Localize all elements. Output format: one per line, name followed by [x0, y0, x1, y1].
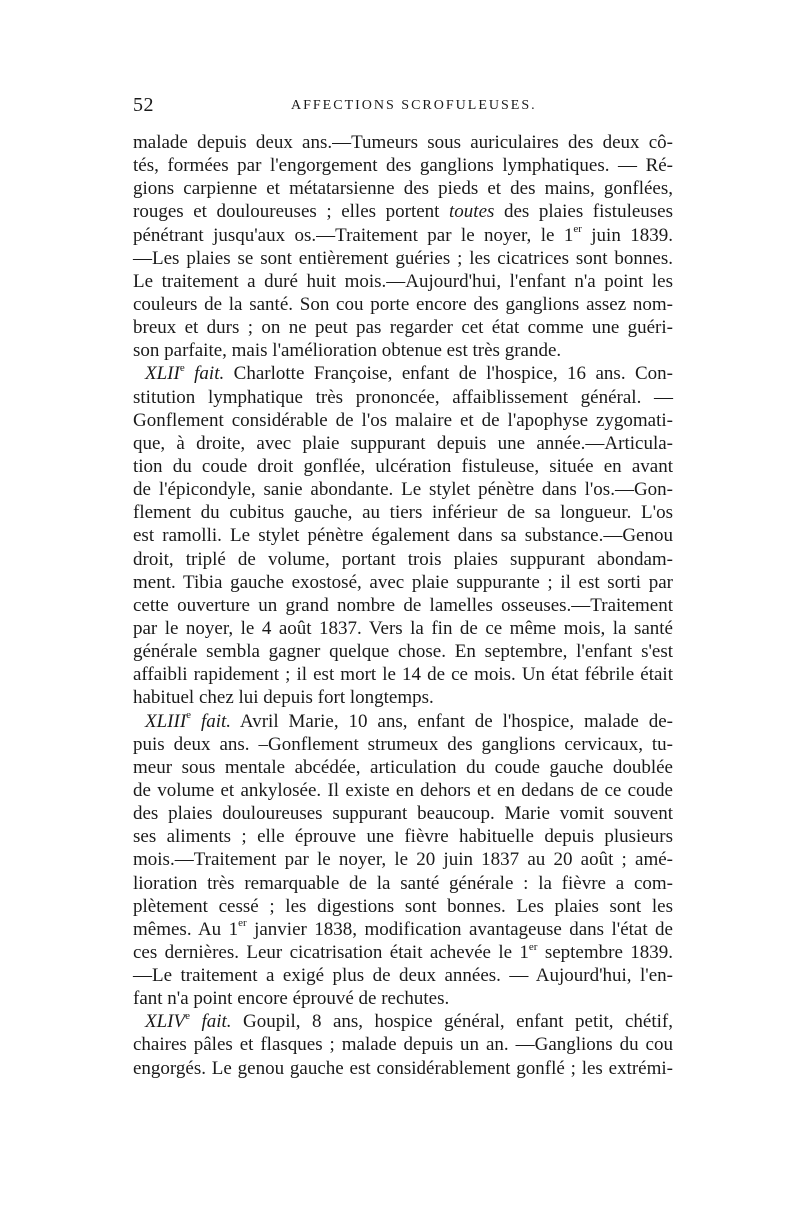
text-line [133, 1057, 673, 1080]
line-text: Charlotte Françoise, enfant de l'hospice, 16 ans. Con- [224, 363, 674, 385]
text-line [133, 987, 673, 1010]
line-text: engorgés. Le genou gauche est considérablement gonflé ; les extrémi- [133, 1057, 673, 1079]
line-text: cette ouverture un grand nombre de lamelles osseuses.—Traitement [133, 594, 673, 616]
observation-number: XLIII [145, 710, 187, 732]
emphasis-text: toutes [449, 201, 495, 223]
line-text: ces dernières. Leur cicatrisation était achevée le 1 [133, 941, 529, 963]
line-text: septembre 1839. [537, 941, 674, 963]
line-text: par le noyer, le 4 août 1837. Vers la fin de ce même mois, la santé [133, 617, 673, 639]
text-line [133, 177, 673, 200]
text-line [133, 293, 673, 316]
line-text: flement du cubitus gauche, au tiers inférieur de sa longueur. L'os [133, 502, 673, 524]
text-line [133, 455, 673, 478]
line-text: breux et durs ; on ne peut pas regarder cet état comme une guéri- [133, 317, 673, 339]
text-line [133, 339, 673, 362]
line-text: générale sembla gagner quelque chose. En septembre, l'enfant s'est [133, 641, 673, 663]
line-text: ses aliments ; elle éprouve une fièvre habituelle depuis plusieurs [133, 826, 673, 848]
text-line [133, 362, 673, 385]
line-text: janvier 1838, modification avantageuse dans l'état de [246, 918, 673, 940]
text-line [133, 825, 673, 848]
text-line [133, 200, 673, 223]
line-text: couleurs de la santé. Son cou porte encore des ganglions assez nom- [133, 293, 673, 315]
line-text: tés, formées par l'engorgement des ganglions lymphatiques. — Ré- [133, 155, 673, 177]
ordinal-suffix: e [179, 362, 185, 375]
line-text: chaires pâles et flasques ; malade depuis un an. —Ganglions du cou [133, 1034, 673, 1056]
text-line [133, 524, 673, 547]
line-text: droit, triplé de volume, portant trois plaies suppurant abondam- [133, 548, 673, 570]
line-text: fant n'a point encore éprouvé de rechutes. [133, 988, 450, 1010]
text-line [133, 848, 673, 871]
running-title: AFFECTIONS SCROFULEUSES. [291, 98, 537, 113]
text-line [133, 964, 673, 987]
observation-number: XLII [145, 363, 180, 385]
text-line [133, 571, 673, 594]
text-line [133, 733, 673, 756]
line-text: de l'épicondyle, sanie abondante. Le stylet pénètre dans l'os.—Gon- [133, 479, 673, 501]
page-header [133, 94, 673, 124]
text-line [133, 941, 673, 964]
text-line [133, 594, 673, 617]
text-line [133, 224, 673, 247]
text-line [133, 617, 673, 640]
line-text: puis deux ans. –Gonflement strumeux des ganglions cervicaux, tu- [133, 733, 673, 755]
text-line [133, 1010, 673, 1033]
text-line [133, 501, 673, 524]
line-text: juin 1839. [581, 224, 673, 246]
ordinal-suffix: er [528, 940, 538, 953]
line-text: lioration très remarquable de la santé générale : la fièvre a com- [133, 872, 673, 894]
ordinal-suffix: e [185, 1010, 190, 1023]
line-text: —Les plaies se sont entièrement guéries ; les cicatrices sont bonnes. [133, 247, 673, 269]
text-line [133, 409, 673, 432]
line-text: plètement cessé ; les digestions sont bonnes. Les plaies sont les [133, 895, 673, 917]
ordinal-suffix: er [573, 223, 582, 236]
line-text: des plaies douloureuses suppurant beaucoup. Marie vomit souvent [133, 803, 673, 825]
line-text: Goupil, 8 ans, hospice général, enfant petit, chétif, [231, 1011, 673, 1033]
ordinal-suffix: e [186, 709, 192, 722]
line-text: ment. Tibia gauche exostosé, avec plaie suppurante ; il est sorti par [133, 571, 673, 593]
ordinal-suffix: er [238, 917, 247, 930]
line-text: Avril Marie, 10 ans, enfant de l'hospice, malade de- [231, 710, 674, 732]
text-line [133, 779, 673, 802]
text-line [133, 802, 673, 825]
text-line [133, 663, 673, 686]
text-line [133, 710, 673, 733]
line-text: pénétrant jusqu'aux os.—Traitement par le noyer, le 1 [133, 224, 574, 246]
line-text: gions carpienne et métatarsienne des pieds et des mains, gonflées, [133, 178, 673, 200]
line-text: des plaies fistuleuses [494, 201, 673, 223]
line-text: Gonflement considérable de l'os malaire et de l'apophyse zygomati- [133, 409, 673, 431]
line-text: Le traitement a duré huit mois.—Aujourd'hui, l'enfant n'a point les [133, 270, 673, 292]
line-text: de volume et ankylosée. Il existe en dehors et en dedans de ce coude [133, 779, 673, 801]
text-line [133, 478, 673, 501]
text-line [133, 316, 673, 339]
line-text: est ramolli. Le stylet pénètre également dans sa substance.—Genou [133, 525, 673, 547]
text-line [133, 432, 673, 455]
text-line [133, 131, 673, 154]
text-line [133, 895, 673, 918]
line-text: mêmes. Au 1 [133, 918, 239, 940]
line-text: mois.—Traitement par le noyer, le 20 juin 1837 au 20 août ; amé- [133, 849, 673, 871]
line-text: affaibli rapidement ; il est mort le 14 de ce mois. Un état fébrile était [133, 664, 673, 686]
body-text [133, 131, 673, 1080]
text-line [133, 872, 673, 895]
text-line [133, 247, 673, 270]
observation-label: fait. [191, 710, 232, 732]
line-text: malade depuis deux ans.—Tumeurs sous auriculaires des deux cô- [133, 132, 673, 153]
line-text: rouges et douloureuses ; elles portent [133, 201, 440, 223]
text-line [133, 918, 673, 941]
text-line [133, 386, 673, 409]
observation-number: XLIV [145, 1011, 186, 1033]
observation-label: fait. [184, 363, 225, 385]
page-number: 52 [133, 94, 154, 116]
text-line [133, 756, 673, 779]
text-line [133, 548, 673, 571]
text-line [133, 270, 673, 293]
line-text: que, à droite, avec plaie suppurant depuis une année.—Articula- [133, 432, 673, 454]
observation-label: fait. [190, 1011, 232, 1033]
line-text: stitution lymphatique très prononcée, affaiblissement général. — [133, 386, 673, 408]
line-text: son parfaite, mais l'amélioration obtenue est très grande. [133, 340, 562, 362]
text-line [133, 686, 673, 709]
line-text: —Le traitement a exigé plus de deux années. — Aujourd'hui, l'en- [133, 965, 673, 987]
line-text: habituel chez lui depuis fort longtemps. [133, 687, 434, 709]
line-text: tion du coude droit gonflée, ulcération fistuleuse, située en avant [133, 455, 673, 477]
text-line [133, 1033, 673, 1056]
text-line [133, 640, 673, 663]
line-text: meur sous mentale abcédée, articulation du coude gauche doublée [133, 756, 673, 778]
text-line [133, 154, 673, 177]
